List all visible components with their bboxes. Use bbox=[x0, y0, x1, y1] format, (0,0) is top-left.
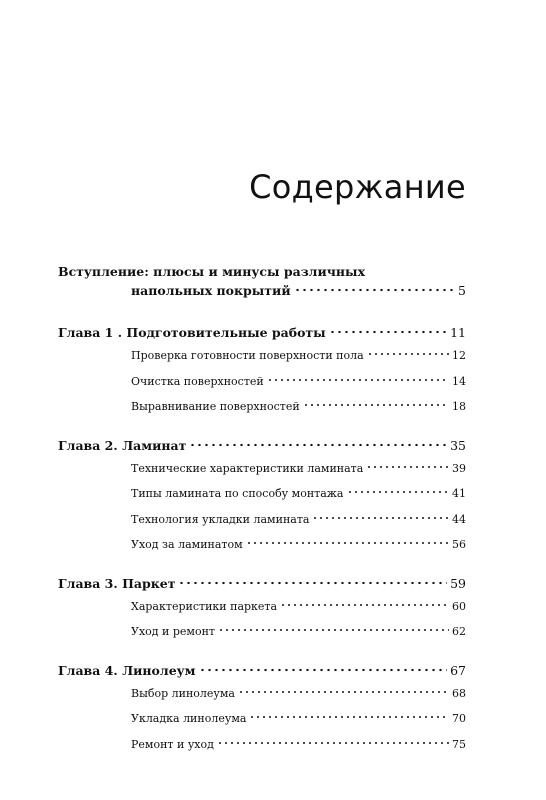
toc-section-title: Выравнивание поверхностей bbox=[131, 400, 300, 413]
toc-section[interactable] bbox=[58, 375, 466, 401]
dot-leader bbox=[218, 628, 449, 632]
toc-intro-title-line1: Вступление: плюсы и минусы различных bbox=[58, 264, 366, 279]
toc-page-number: 41 bbox=[452, 487, 466, 500]
toc-section-title: Технические характеристики ламината bbox=[131, 461, 364, 475]
dot-leader bbox=[312, 516, 449, 520]
toc-section[interactable] bbox=[58, 625, 466, 651]
toc-chapter-title: Глава 3. Паркет bbox=[58, 575, 176, 591]
toc-section-title: Проверка готовности поверхности пола bbox=[131, 349, 364, 362]
toc-chapter-title: Глава 2. Ламинат bbox=[58, 437, 187, 453]
toc-chapter-title: Глава 1 . Подготовительные работы bbox=[58, 325, 326, 340]
toc-page-number: 14 bbox=[452, 374, 466, 388]
toc-section[interactable] bbox=[58, 687, 466, 713]
toc-section-title: Ремонт и уход bbox=[131, 737, 214, 751]
toc-section-title: Характеристики паркета bbox=[131, 599, 278, 613]
toc-section[interactable] bbox=[58, 712, 466, 738]
toc-section-title: Уход и ремонт bbox=[131, 625, 216, 638]
toc-chapter-1[interactable] bbox=[58, 325, 466, 349]
dot-leader bbox=[267, 378, 449, 382]
toc-page-number: 12 bbox=[452, 349, 466, 362]
toc-section[interactable] bbox=[58, 462, 466, 488]
toc-section-title: Укладка линолеума bbox=[131, 712, 247, 725]
dot-leader bbox=[329, 330, 447, 334]
toc-section-title: Выбор линолеума bbox=[131, 686, 235, 700]
dot-leader bbox=[217, 741, 449, 745]
dot-leader bbox=[249, 715, 449, 719]
toc-page-number: 44 bbox=[452, 512, 466, 526]
dot-leader bbox=[189, 443, 447, 447]
toc-chapter-4[interactable] bbox=[58, 663, 466, 687]
toc-section[interactable] bbox=[58, 738, 466, 764]
page-title: Содержание bbox=[249, 168, 466, 206]
toc-intro-entry[interactable] bbox=[58, 264, 466, 307]
toc-page-number: 67 bbox=[450, 662, 466, 678]
dot-leader bbox=[366, 465, 449, 469]
toc-page-number: 5 bbox=[458, 283, 466, 298]
toc-page-number: 56 bbox=[452, 538, 466, 551]
dot-leader bbox=[347, 490, 450, 494]
toc-page-number: 62 bbox=[452, 625, 466, 638]
toc-intro-title-line2: напольных покрытий bbox=[131, 283, 291, 298]
dot-leader bbox=[367, 352, 449, 356]
table-of-contents bbox=[58, 264, 466, 763]
dot-leader bbox=[238, 690, 449, 694]
toc-section-title: Уход за ламинатом bbox=[131, 538, 243, 551]
toc-page-number: 70 bbox=[452, 712, 466, 725]
toc-chapter-title: Глава 4. Линолеум bbox=[58, 662, 196, 678]
toc-chapter-2[interactable] bbox=[58, 438, 466, 462]
toc-section-title: Типы ламината по способу монтажа bbox=[131, 487, 344, 500]
toc-page-number: 68 bbox=[452, 686, 466, 700]
toc-page-number: 60 bbox=[452, 599, 466, 613]
toc-page-number: 35 bbox=[450, 437, 466, 453]
dot-leader bbox=[280, 603, 449, 607]
toc-section[interactable] bbox=[58, 600, 466, 626]
toc-section[interactable] bbox=[58, 349, 466, 375]
toc-section-title: Очистка поверхностей bbox=[131, 374, 264, 388]
toc-page-number: 18 bbox=[452, 400, 466, 413]
toc-section[interactable] bbox=[58, 400, 466, 426]
toc-section[interactable] bbox=[58, 513, 466, 539]
toc-chapter-3[interactable] bbox=[58, 576, 466, 600]
toc-page-number: 39 bbox=[452, 461, 466, 475]
toc-page-number: 59 bbox=[450, 575, 466, 591]
dot-leader bbox=[199, 668, 448, 672]
toc-page-number: 75 bbox=[452, 737, 466, 751]
toc-page-number: 11 bbox=[450, 325, 466, 340]
dot-leader bbox=[246, 541, 449, 545]
toc-intro-row bbox=[58, 283, 466, 307]
toc-section[interactable] bbox=[58, 538, 466, 564]
dot-leader bbox=[303, 403, 449, 407]
dot-leader bbox=[178, 581, 447, 585]
dot-leader bbox=[294, 288, 455, 292]
toc-section[interactable] bbox=[58, 487, 466, 513]
toc-section-title: Технология укладки ламината bbox=[131, 512, 310, 526]
